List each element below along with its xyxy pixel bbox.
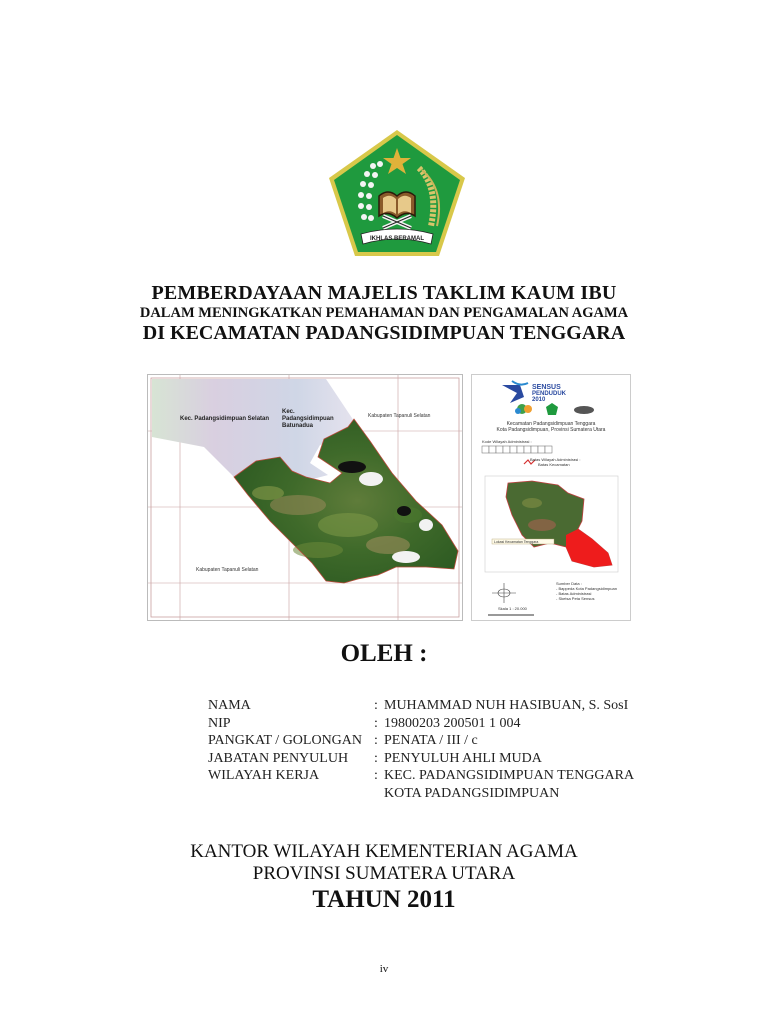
oleh-heading: OLEH : [340, 640, 428, 667]
info-value: PENATA / III / c [384, 733, 478, 748]
title-line-1: PEMBERDAYAAN MAJELIS TAKLIM KAUM IBU [151, 282, 617, 304]
info-value: PENYULUH AHLI MUDA [384, 750, 542, 766]
census-legend-title: Batas Wilayah Administrasi : [530, 457, 581, 462]
office-line-2: PROVINSI SUMATERA UTARA [252, 863, 516, 884]
census-heading-line-1: Kecamatan Padangsidimpuan Tenggara [506, 421, 596, 427]
info-label: JABATAN PENYULUH [208, 750, 349, 766]
map-label-kab-tapsel-top: Kabupaten Tapanuli Selatan [368, 413, 431, 419]
satellite-map [147, 374, 463, 621]
census-callout: Lokasi Kecamatan Tenggara [494, 540, 539, 544]
info-label [208, 785, 374, 803]
office-line-1: KANTOR WILAYAH KEMENTERIAN AGAMA [190, 841, 578, 862]
page-number: iv [379, 963, 389, 975]
info-value: KEC. PADANGSIDIMPUAN TENGGARA [384, 768, 635, 783]
svg-text:PENDUDUK: PENDUDUK [532, 391, 567, 397]
census-source-3: - Sketsa Peta Sensus [556, 596, 595, 601]
svg-text:SENSUS: SENSUS [532, 384, 561, 391]
author-info-table [208, 697, 634, 802]
info-label: NAMA [208, 698, 251, 713]
info-separator: : [374, 768, 378, 783]
info-value: KOTA PADANGSIDIMPUAN [384, 785, 560, 801]
map-label-kec-selatan: Kec. Padangsidimpuan Selatan [180, 416, 270, 422]
census-heading-line-2: Kota Padangsidimpuan, Provinsi Sumatera Utara [496, 427, 606, 433]
info-value: MUHAMMAD NUH HASIBUAN, S. SosI [384, 698, 629, 713]
info-row-jabatan [208, 750, 634, 768]
info-row-nama [208, 697, 634, 715]
map-label-kab-tapsel-bottom: Kabupaten Tapanuli Selatan [196, 567, 259, 573]
info-separator: : [374, 715, 378, 731]
title-line-3: DI KECAMATAN PADANGSIDIMPUAN TENGGARA [142, 322, 626, 344]
svg-text:IKHLAS BERAMAL: IKHLAS BERAMAL [370, 236, 424, 242]
title-line-2: DALAM MENINGKATKAN PEMAHAMAN DAN PENGAMALAN AGAMA [139, 305, 629, 321]
info-separator [374, 785, 384, 803]
kementerian-agama-emblem-icon [327, 128, 467, 258]
info-separator: : [374, 733, 378, 748]
info-label: WILAYAH KERJA [208, 768, 320, 783]
census-legend-item: Batas Kecamatan [538, 462, 570, 467]
svg-text:2010: 2010 [532, 397, 546, 403]
census-code-label: Kode Wilayah Administrasi : [482, 439, 532, 444]
census-source-1: - Bappeda Kota Padangsidimpuan [556, 586, 617, 591]
census-source-2: - Batas Administrasi [556, 591, 592, 596]
census-map-graphics [472, 375, 630, 620]
info-label: NIP [208, 715, 231, 731]
kementerian-agama-logo [327, 128, 467, 258]
census-map [471, 374, 631, 621]
info-row-nip [208, 715, 634, 733]
census-scale: Skala 1 : 20.000 [498, 606, 527, 611]
map-label-kec-batunadua: Kec. Padangsidimpuan Batunadua [282, 409, 334, 429]
info-row-wilayah-cont [208, 785, 634, 803]
info-row-pangkat [208, 732, 634, 750]
year-heading: TAHUN 2011 [312, 886, 456, 913]
info-separator: : [374, 750, 378, 766]
census-source-title: Sumber Data : [556, 581, 582, 586]
info-row-wilayah [208, 767, 634, 785]
info-value: 19800203 200501 1 004 [384, 715, 521, 731]
info-separator: : [374, 698, 378, 713]
info-label: PANGKAT / GOLONGAN [208, 733, 363, 748]
